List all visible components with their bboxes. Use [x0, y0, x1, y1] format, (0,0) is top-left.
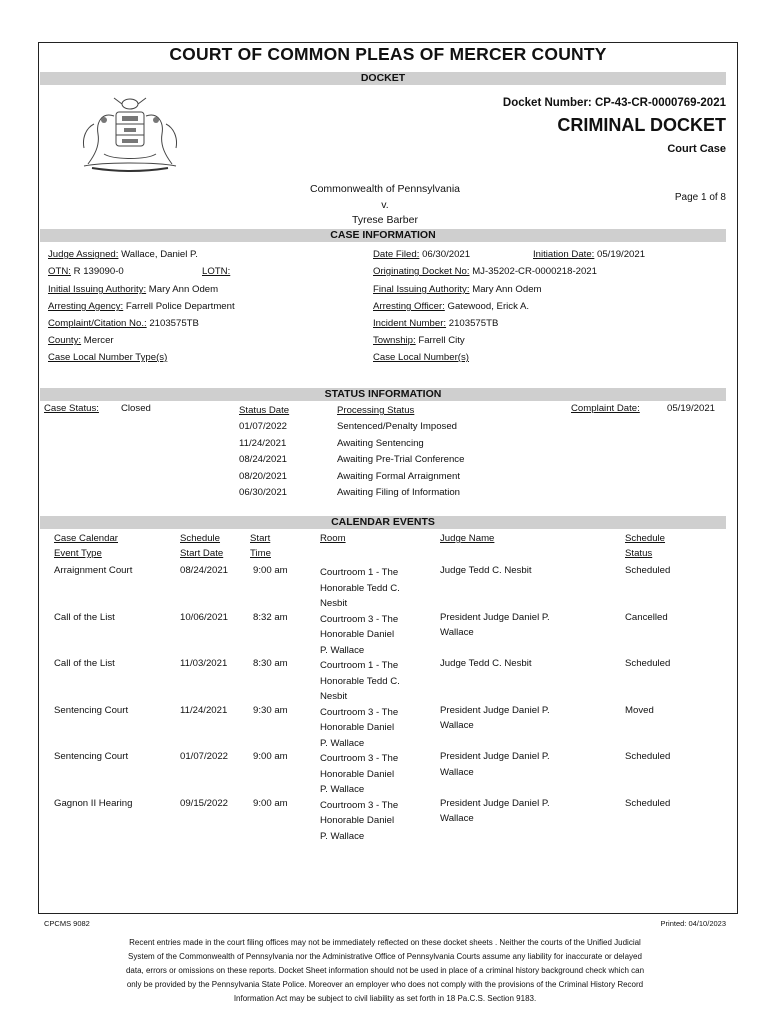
calendar-room-line: Nesbit [320, 691, 348, 702]
judge-assigned [48, 247, 198, 263]
calendar-status: Scheduled [625, 751, 671, 762]
arresting-officer-label: Arresting Officer: [373, 301, 445, 312]
status-row [239, 469, 539, 486]
calendar-judge-line: President Judge Daniel P. [440, 797, 550, 809]
calendar-room-line: P. Wallace [320, 784, 365, 795]
calendar-events-bar: CALENDAR EVENTS [40, 516, 726, 529]
final-issuing-authority-value: Mary Ann Odem [472, 284, 542, 295]
caption-versus: v. [381, 198, 389, 211]
calendar-room-line: P. Wallace [320, 830, 365, 842]
calendar-start-time: 9:00 am [253, 797, 288, 809]
form-id: CPCMS 9082 [44, 919, 90, 928]
case-information-bar: CASE INFORMATION [40, 229, 726, 242]
header-schedule-2: Start Date [180, 548, 224, 559]
header-room: Room [320, 533, 346, 544]
calendar-judge-line: Wallace [440, 627, 474, 638]
calendar-room-line: P. Wallace [320, 737, 365, 749]
otn [48, 264, 124, 280]
status-row-date: 08/24/2021 [239, 454, 288, 465]
calendar-status: Scheduled [625, 797, 671, 809]
calendar-row [0, 796, 770, 843]
date-filed-value: 06/30/2021 [422, 249, 471, 260]
calendar-room-line: Honorable Daniel [320, 768, 395, 780]
calendar-judge-line: Judge Tedd C. Nesbit [440, 565, 532, 576]
calendar-room-line: Courtroom 3 - The [320, 799, 399, 811]
initial-issuing-authority [48, 282, 218, 298]
calendar-row [0, 610, 770, 657]
case-caption [285, 182, 485, 229]
complaint-date-label: Complaint Date: [571, 403, 640, 414]
township [373, 333, 465, 349]
case-local-number-label: Case Local Number(s) [373, 352, 469, 363]
disclaimer-line: Information Act may be subject to civil liability as set forth in 18 Pa.C.S. Section 9183. [233, 994, 537, 1003]
disclaimer-line: System of the Commonwealth of Pennsylvania nor the Administrative Office of Pennsylvania Courts assume any liability for inaccurate or delayed [128, 952, 642, 961]
header-judge-name: Judge Name [440, 533, 495, 544]
case-local-number-type-label: Case Local Number Type(s) [48, 352, 168, 363]
status-row-date: 11/24/2021 [239, 437, 287, 449]
calendar-room-line: Honorable Tedd C. [320, 582, 400, 594]
status-row-status: Awaiting Formal Arraignment [337, 470, 460, 482]
complaint-citation-label: Complaint/Citation No.: [48, 318, 147, 329]
otn-label: OTN: [48, 266, 71, 277]
calendar-start-date: 10/06/2021 [180, 611, 229, 623]
page-number: Page 1 of 8 [674, 192, 726, 203]
calendar-judge-line: Judge Tedd C. Nesbit [440, 658, 532, 669]
calendar-room-line: Courtroom 3 - The [320, 753, 399, 764]
calendar-judge-line: President Judge Daniel P. [440, 751, 550, 762]
calendar-start-date: 09/15/2022 [180, 797, 229, 809]
calendar-row [0, 656, 770, 703]
status-row-status: Awaiting Filing of Information [337, 487, 461, 498]
arresting-agency-label: Arresting Agency: [48, 301, 124, 312]
calendar-event-type: Sentencing Court [54, 751, 129, 762]
judge-assigned-label: Judge Assigned: [48, 249, 119, 260]
calendar-judge-line: President Judge Daniel P. [440, 611, 550, 623]
caption-defendant: Tyrese Barber [352, 214, 418, 226]
calendar-event-type: Call of the List [54, 658, 115, 669]
calendar-row [0, 703, 770, 750]
date-filed [373, 247, 470, 263]
case-status-label: Case Status: [44, 403, 99, 414]
calendar-room-line: Honorable Daniel [320, 815, 395, 826]
county-label: County: [48, 335, 82, 346]
status-date-header: Status Date [239, 405, 290, 416]
status-row-date: 08/20/2021 [239, 470, 288, 482]
status-row-status: Awaiting Pre-Trial Conference [337, 454, 465, 465]
disclaimer-line: data, errors or omissions on these reports. Docket Sheet information should not be used in place of a criminal history background check which can [125, 966, 645, 975]
status-row [239, 419, 539, 436]
calendar-status: Cancelled [625, 611, 668, 623]
arresting-officer-value: Gatewood, Erick A. [447, 301, 530, 312]
docket-number: Docket Number: CP-43-CR-0000769-2021 [502, 97, 726, 109]
header-schedule-1: Schedule [180, 533, 221, 544]
calendar-judge-line: Wallace [440, 766, 474, 778]
incident-number-label: Incident Number: [373, 318, 447, 329]
calendar-room-line: P. Wallace [320, 644, 365, 656]
complaint-date-value: 05/19/2021 [667, 403, 716, 414]
calendar-event-type: Gagnon II Hearing [54, 797, 133, 809]
complaint-citation [48, 316, 199, 332]
court-case-label: Court Case [667, 143, 726, 155]
complaint-citation-value: 2103575TB [149, 318, 199, 329]
judge-assigned-value: Wallace, Daniel P. [121, 249, 198, 260]
final-issuing-authority-label: Final Issuing Authority: [373, 284, 470, 295]
calendar-judge-line: President Judge Daniel P. [440, 704, 550, 716]
calendar-start-time: 9:00 am [253, 565, 288, 576]
calendar-event-type: Arraignment Court [54, 565, 133, 576]
calendar-room-line: Nesbit [320, 598, 348, 609]
initial-issuing-authority-label: Initial Issuing Authority: [48, 284, 147, 295]
calendar-room-line: Courtroom 1 - The [320, 567, 399, 578]
calendar-room-line: Courtroom 1 - The [320, 660, 399, 671]
calendar-room-line: Courtroom 3 - The [320, 706, 399, 718]
status-row-date: 01/07/2022 [239, 421, 288, 432]
disclaimer [60, 936, 710, 1006]
disclaimer-line: only be provided by the Pennsylvania State Police. Moreover an employer who does not comply with the provisions of the Criminal History Record [126, 980, 644, 989]
arresting-agency-value: Farrell Police Department [125, 301, 235, 312]
pennsylvania-seal-icon [74, 94, 186, 174]
lotn-label: LOTN: [202, 266, 231, 277]
date-filed-label: Date Filed: [373, 249, 420, 260]
header-start-2: Time [250, 548, 271, 559]
initiation-date [533, 247, 645, 263]
calendar-room-line: Honorable Daniel [320, 629, 395, 640]
initiation-date-value: 05/19/2021 [597, 249, 646, 260]
calendar-row [0, 749, 770, 796]
header-event-type-1: Case Calendar [54, 533, 118, 544]
arresting-agency [48, 299, 235, 315]
case-status-value: Closed [121, 403, 151, 414]
status-row-date: 06/30/2021 [239, 487, 288, 498]
county [48, 333, 114, 349]
caption-plaintiff: Commonwealth of Pennsylvania [310, 183, 460, 195]
calendar-start-date: 08/24/2021 [180, 565, 229, 576]
incident-number [373, 316, 498, 332]
calendar-judge-line: Wallace [440, 813, 474, 824]
status-row [239, 485, 539, 502]
header-schedule-status-1: Schedule [625, 533, 666, 544]
calendar-start-date: 11/24/2021 [180, 704, 228, 716]
calendar-start-time: 9:00 am [253, 751, 288, 762]
calendar-event-type: Call of the List [54, 611, 115, 623]
calendar-room-line: Honorable Daniel [320, 722, 395, 733]
township-label: Township: [373, 335, 416, 346]
header-start-1: Start [250, 533, 271, 544]
status-row-status: Awaiting Sentencing [337, 437, 424, 449]
printed-date: Printed: 04/10/2023 [660, 919, 726, 928]
calendar-start-time: 8:32 am [253, 611, 288, 623]
docket-section-bar: DOCKET [40, 72, 726, 85]
incident-number-value: 2103575TB [448, 318, 499, 329]
header-event-type-2: Event Type [54, 548, 102, 559]
disclaimer-line: Recent entries made in the court filing offices may not be immediately reflected on these docket sheets . Neither the courts of the Unified Judicial [129, 938, 641, 947]
arresting-officer [373, 299, 529, 315]
calendar-status: Moved [625, 704, 654, 716]
final-issuing-authority [373, 282, 542, 298]
calendar-start-date: 11/03/2021 [180, 658, 228, 669]
processing-status-header: Processing Status [337, 405, 415, 416]
calendar-room-line: Honorable Tedd C. [320, 675, 400, 687]
calendar-row [0, 563, 770, 610]
calendar-room-line: Courtroom 3 - The [320, 613, 399, 625]
originating-docket [373, 264, 597, 280]
status-rows [239, 419, 539, 502]
calendar-status: Scheduled [625, 565, 671, 576]
originating-docket-label: Originating Docket No: [373, 266, 470, 277]
calendar-judge-line: Wallace [440, 720, 474, 731]
status-row [239, 452, 539, 469]
status-information-bar: STATUS INFORMATION [40, 388, 726, 401]
calendar-start-date: 01/07/2022 [180, 751, 229, 762]
county-value: Mercer [83, 335, 114, 346]
header-schedule-status-2: Status [625, 548, 653, 559]
initial-issuing-authority-value: Mary Ann Odem [148, 284, 219, 295]
status-row-status: Sentenced/Penalty Imposed [337, 421, 458, 432]
calendar-start-time: 9:30 am [253, 704, 288, 716]
calendar-event-type: Sentencing Court [54, 704, 129, 716]
calendar-start-time: 8:30 am [253, 658, 288, 669]
docket-type: CRIMINAL DOCKET [557, 115, 726, 135]
court-title: COURT OF COMMON PLEAS OF MERCER COUNTY [169, 44, 607, 64]
initiation-date-label: Initiation Date: [533, 249, 595, 260]
status-row [239, 436, 539, 453]
originating-docket-value: MJ-35202-CR-0000218-2021 [472, 266, 597, 277]
calendar-status: Scheduled [625, 658, 671, 669]
township-value: Farrell City [418, 335, 465, 346]
otn-value: R 139090-0 [73, 266, 124, 277]
